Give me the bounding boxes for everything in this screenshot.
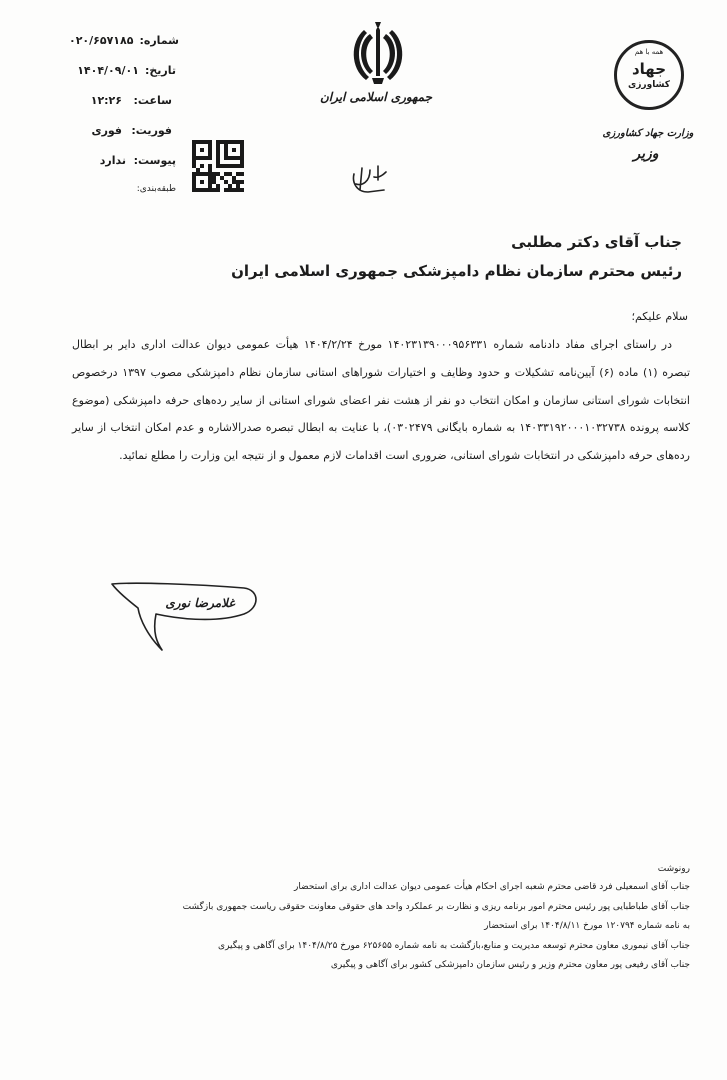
number-label: شماره: bbox=[139, 34, 179, 47]
urgency-label: فوریت: bbox=[131, 124, 172, 137]
cc-list bbox=[50, 878, 690, 976]
letter-time bbox=[90, 94, 172, 107]
letter-attachment bbox=[92, 154, 176, 167]
cc-line: جناب آقای نیموری معاون محترم توسعه مدیریت و منابع،بازگشت به نامه شماره ۶۲۵۶۵۵ مورخ ۱۴۰۴/۸/۲۵ برای آگاهی و پیگیری bbox=[218, 940, 690, 951]
letter-date bbox=[64, 64, 176, 77]
number-value: ۰۲۰/۶۵۷۱۸۵ bbox=[68, 34, 134, 47]
salutation: سلام علیکم؛ bbox=[631, 310, 688, 323]
attachment-label: پیوست: bbox=[133, 154, 176, 167]
ministry-name: وزارت جهاد کشاورزی bbox=[602, 128, 694, 139]
letter-body: در راستای اجرای مفاد دادنامه شماره ۱۴۰۲۳۱۳۹۰۰۰۹۵۶۳۳۱ مورخ ۱۴۰۴/۲/۲۴ هیأت عمومی دیوان عدالت اداری دایر بر ابطال تبصره (۱) ماده (۶) آیین‌نامه تشکیلات و حدود وظایف و اختیارات شوراهای استانی سازمان نظام دامپزشکی مصوب ۱۳۹۷ درخصوص انتخابات شورای استانی سازمان و امکان انتخاب دو نفر از هشت نفر اعضای شورای استانی از سایر رده‌های حرفه دامپزشکی (موضوع کلاسه پرونده ۱۴۰۳۳۱۹۲۰۰۰۱۰۳۲۷۳۸ به شماره بایگانی ۰۳۰۲۴۷۹)، با عنایت به ابطال تبصره صدرالاشاره و عدم امکان انتخاب از سایر رده‌های حرفه دامپزشکی در انتخابات شورای استانی، ضروری است اقدامات لازم معمول و از نتیجه این وزارت را مطلع نمائید. bbox=[72, 338, 691, 463]
time-label: ساعت: bbox=[133, 94, 172, 107]
attachment-value: ندارد bbox=[99, 154, 126, 167]
letter-urgency bbox=[92, 124, 172, 137]
signature-scribble bbox=[104, 574, 264, 654]
ministry-logo-ring-text: همه با هم bbox=[634, 48, 664, 56]
ministry-logo-top: جهاد bbox=[631, 60, 667, 78]
cc-line: به نامه شماره ۱۲۰۷۹۴ مورخ ۱۴۰۴/۸/۱۱ برای استحضار bbox=[484, 921, 690, 931]
cc-line: جناب آقای طباطبایی پور رئیس محترم امور برنامه ریزی و نظارت بر عملکرد واحد های حقوقی معاونت حقوقی ریاست جمهوری بازگشت bbox=[182, 901, 690, 912]
cc-heading: رونوشت bbox=[657, 864, 690, 874]
date-value: ۱۴۰۴/۰۹/۰۱ bbox=[77, 64, 139, 77]
ministry-logo bbox=[614, 40, 684, 110]
minister-title: وزیر bbox=[633, 146, 659, 162]
urgency-value: فوری bbox=[91, 124, 122, 137]
classification-label: طبقه‌بندی: bbox=[136, 184, 176, 194]
ministry-logo-bottom: کشاورزی bbox=[628, 80, 670, 90]
signatory-name: غلامرضا نوری bbox=[165, 596, 235, 610]
cc-line: جناب آقای رفیعی پور معاون محترم وزیر و رئیس سازمان دامپزشکی کشور برای آگاهی و پیگیری bbox=[330, 960, 690, 970]
bismillah-calligraphy bbox=[348, 162, 390, 198]
cc-line: جناب آقای اسمعیلی فرد قاضی محترم شعبه اجرای احکام هیأت عمومی دیوان عدالت اداری برای استحضار bbox=[293, 882, 690, 892]
emblem-caption: جمهوری اسلامی ایران bbox=[319, 90, 432, 104]
qr-code bbox=[192, 140, 244, 192]
date-label: تاریخ: bbox=[144, 64, 176, 77]
recipient-name: جناب آقای دکتر مطلبی bbox=[511, 233, 682, 251]
letter-number bbox=[54, 34, 179, 47]
time-value: ۱۲:۲۶ bbox=[90, 94, 122, 107]
iran-emblem-icon bbox=[346, 20, 410, 90]
recipient-title: رئیس محترم سازمان نظام دامپزشکی جمهوری اسلامی ایران bbox=[231, 262, 682, 280]
